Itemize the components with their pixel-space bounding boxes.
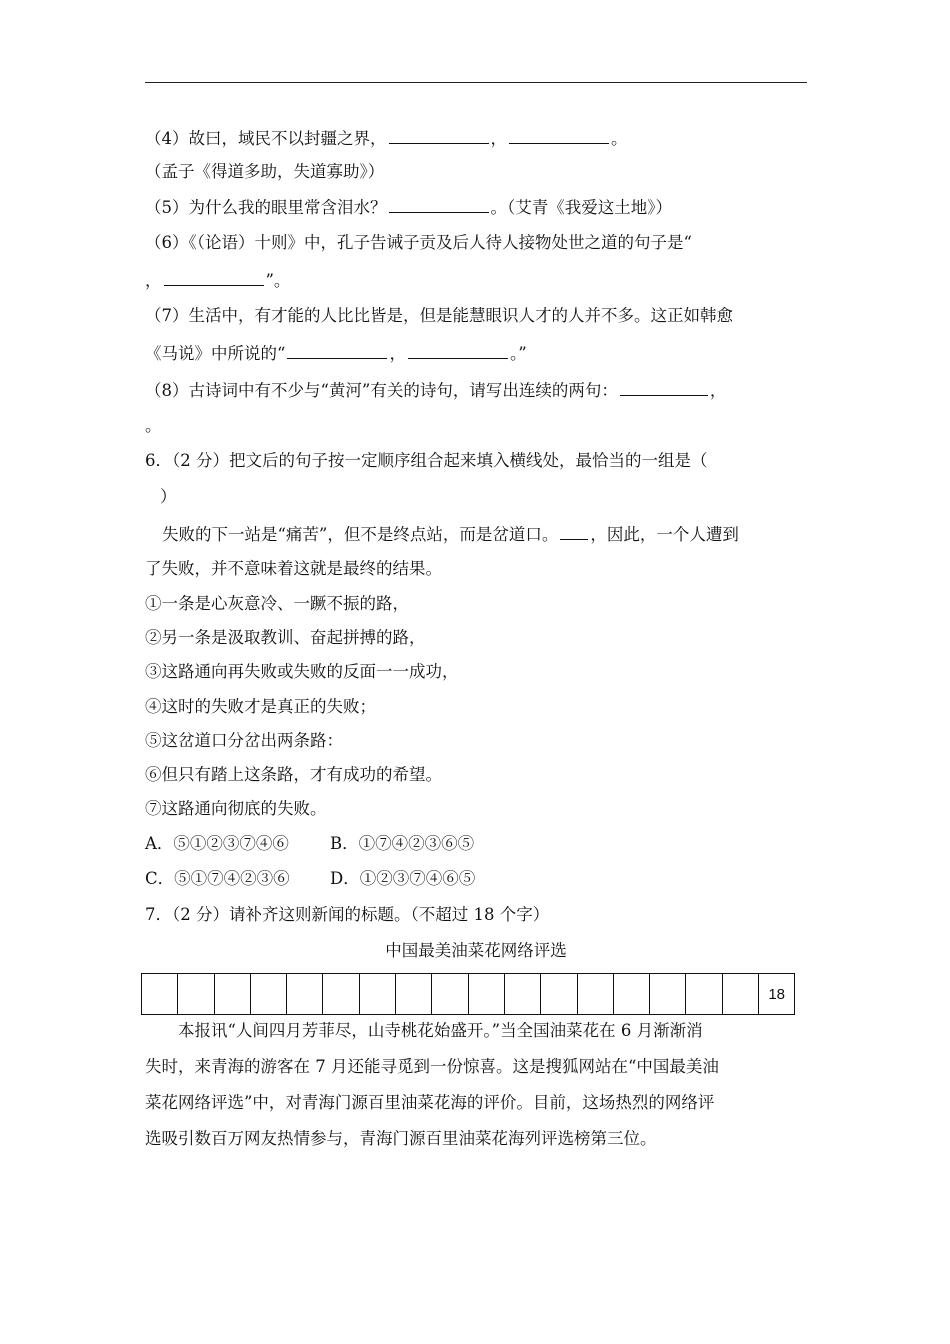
grid-cell[interactable] — [650, 974, 686, 1015]
q6-sentence: ⑥但只有踏上这条路，才有成功的希望。 — [145, 765, 442, 784]
q7-stem: 7．（2 分）请补齐这则新闻的标题。（不超过 18 个字） — [145, 905, 550, 924]
q6-option-b[interactable]: B．①⑦④②③⑥⑤ — [330, 834, 475, 853]
grid-cell[interactable] — [504, 974, 540, 1015]
grid-cell[interactable] — [323, 974, 359, 1015]
end-mark: ”。 — [265, 271, 291, 290]
q7-body-line: 选吸引数百万网友热情参与，青海门源百里油菜花海列评选榜第三位。 — [145, 1129, 657, 1148]
grid-cell[interactable] — [178, 974, 214, 1015]
q5-item4-source: （孟子《得道多助，失道寡助》） — [145, 162, 385, 181]
q7-body-line: 菜花网络评选”中，对青海门源百里油菜花海的评价。目前，这场热烈的网络评 — [145, 1093, 715, 1112]
blank[interactable] — [408, 342, 508, 359]
q7-body-line: 失时，来青海的游客在 7 月还能寻觅到一份惊喜。这是搜狐网站在“中国最美油 — [145, 1057, 719, 1076]
grid-cell-count: 18 — [759, 974, 795, 1015]
q5-item4-text: （4）故曰，域民不以封疆之界， — [145, 129, 387, 148]
grid-cell[interactable] — [432, 974, 468, 1015]
q6-sentence: ③这路通向再失败或失败的反面一一成功， — [145, 662, 459, 681]
separator: ， — [490, 129, 507, 148]
q5-item5-source: 。（艾青《我爱这土地》） — [490, 198, 672, 217]
answer-grid — [141, 973, 795, 1015]
q5-item7-cont — [145, 342, 527, 364]
grid-cell[interactable] — [250, 974, 286, 1015]
q7-headline: 中国最美油菜花网络评选 — [385, 941, 567, 960]
blank[interactable] — [164, 269, 264, 286]
grid-cell[interactable] — [722, 974, 758, 1015]
q6-stem-paren: ） — [160, 487, 177, 506]
q5-item7-text: 《马说》中所说的“ — [145, 344, 286, 363]
q5-item5 — [145, 196, 672, 218]
q5-item7: （7）生活中，有才能的人比比皆是，但是能慧眼识人才的人并不多。这正如韩愈 — [145, 306, 733, 325]
q6-passage-cont: 了失败，并不意味着这就是最终的结果。 — [145, 559, 442, 578]
end-mark: 。” — [509, 344, 527, 363]
q7-body-line: 本报讯“人间四月芳菲尽，山寺桃花始盛开。”当全国油菜花在 6 月渐渐消 — [178, 1021, 703, 1040]
q6-passage-text-2: ，因此，一个人遭到 — [590, 525, 739, 544]
q6-sentence: ①一条是心灰意冷、一蹶不振的路， — [145, 594, 409, 613]
grid-cell[interactable] — [142, 974, 178, 1015]
q6-option-c[interactable]: C．⑤①⑦④②③⑥ — [145, 869, 290, 888]
q6-passage-text: 失败的下一站是“痛苦”，但不是终点站，而是岔道口。 — [162, 525, 559, 544]
q5-item4 — [145, 127, 628, 149]
blank[interactable] — [560, 523, 588, 540]
grid-cell[interactable] — [396, 974, 432, 1015]
blank[interactable] — [389, 196, 489, 213]
blank[interactable] — [620, 379, 708, 396]
q5-item5-text: （5）为什么我的眼里常含泪水？ — [145, 198, 387, 217]
q6-option-d[interactable]: D．①②③⑦④⑥⑤ — [330, 869, 476, 888]
q5-item8-text: （8）古诗词中有不少与“黄河”有关的诗句，请写出连续的两句： — [145, 381, 618, 400]
separator: ， — [709, 381, 727, 400]
blank[interactable] — [287, 342, 387, 359]
grid-cell[interactable] — [686, 974, 722, 1015]
q5-item6-cont — [145, 269, 290, 291]
separator: ， — [145, 271, 162, 290]
header-rule — [145, 82, 807, 83]
grid-cell[interactable] — [214, 974, 250, 1015]
end-mark: 。 — [611, 129, 628, 148]
grid-cell[interactable] — [359, 974, 395, 1015]
blank[interactable] — [389, 127, 489, 144]
grid-cell[interactable] — [468, 974, 504, 1015]
q5-item8 — [145, 379, 726, 401]
q6-option-a[interactable]: A．⑤①②③⑦④⑥ — [145, 834, 289, 853]
q6-sentence: ②另一条是汲取教训、奋起拼搏的路， — [145, 628, 426, 647]
q5-item6: （6）《（论语）十则》中，孔子告诫子贡及后人待人接物处世之道的句子是“ — [145, 233, 692, 252]
q6-passage — [162, 523, 739, 545]
grid-cell[interactable] — [541, 974, 577, 1015]
separator: ， — [389, 344, 406, 363]
grid-cell[interactable] — [613, 974, 649, 1015]
q6-sentence: ⑦这路通向彻底的失败。 — [145, 799, 327, 818]
q6-sentence: ⑤这岔道口分岔出两条路： — [145, 731, 343, 750]
blank[interactable] — [509, 127, 609, 144]
grid-cell[interactable] — [287, 974, 323, 1015]
q5-item8-end: 。 — [145, 416, 162, 435]
q6-stem: 6．（2 分）把文后的句子按一定顺序组合起来填入横线处，最恰当的一组是（ — [145, 451, 708, 470]
grid-cell[interactable] — [577, 974, 613, 1015]
q6-sentence: ④这时的失败才是真正的失败； — [145, 697, 376, 716]
